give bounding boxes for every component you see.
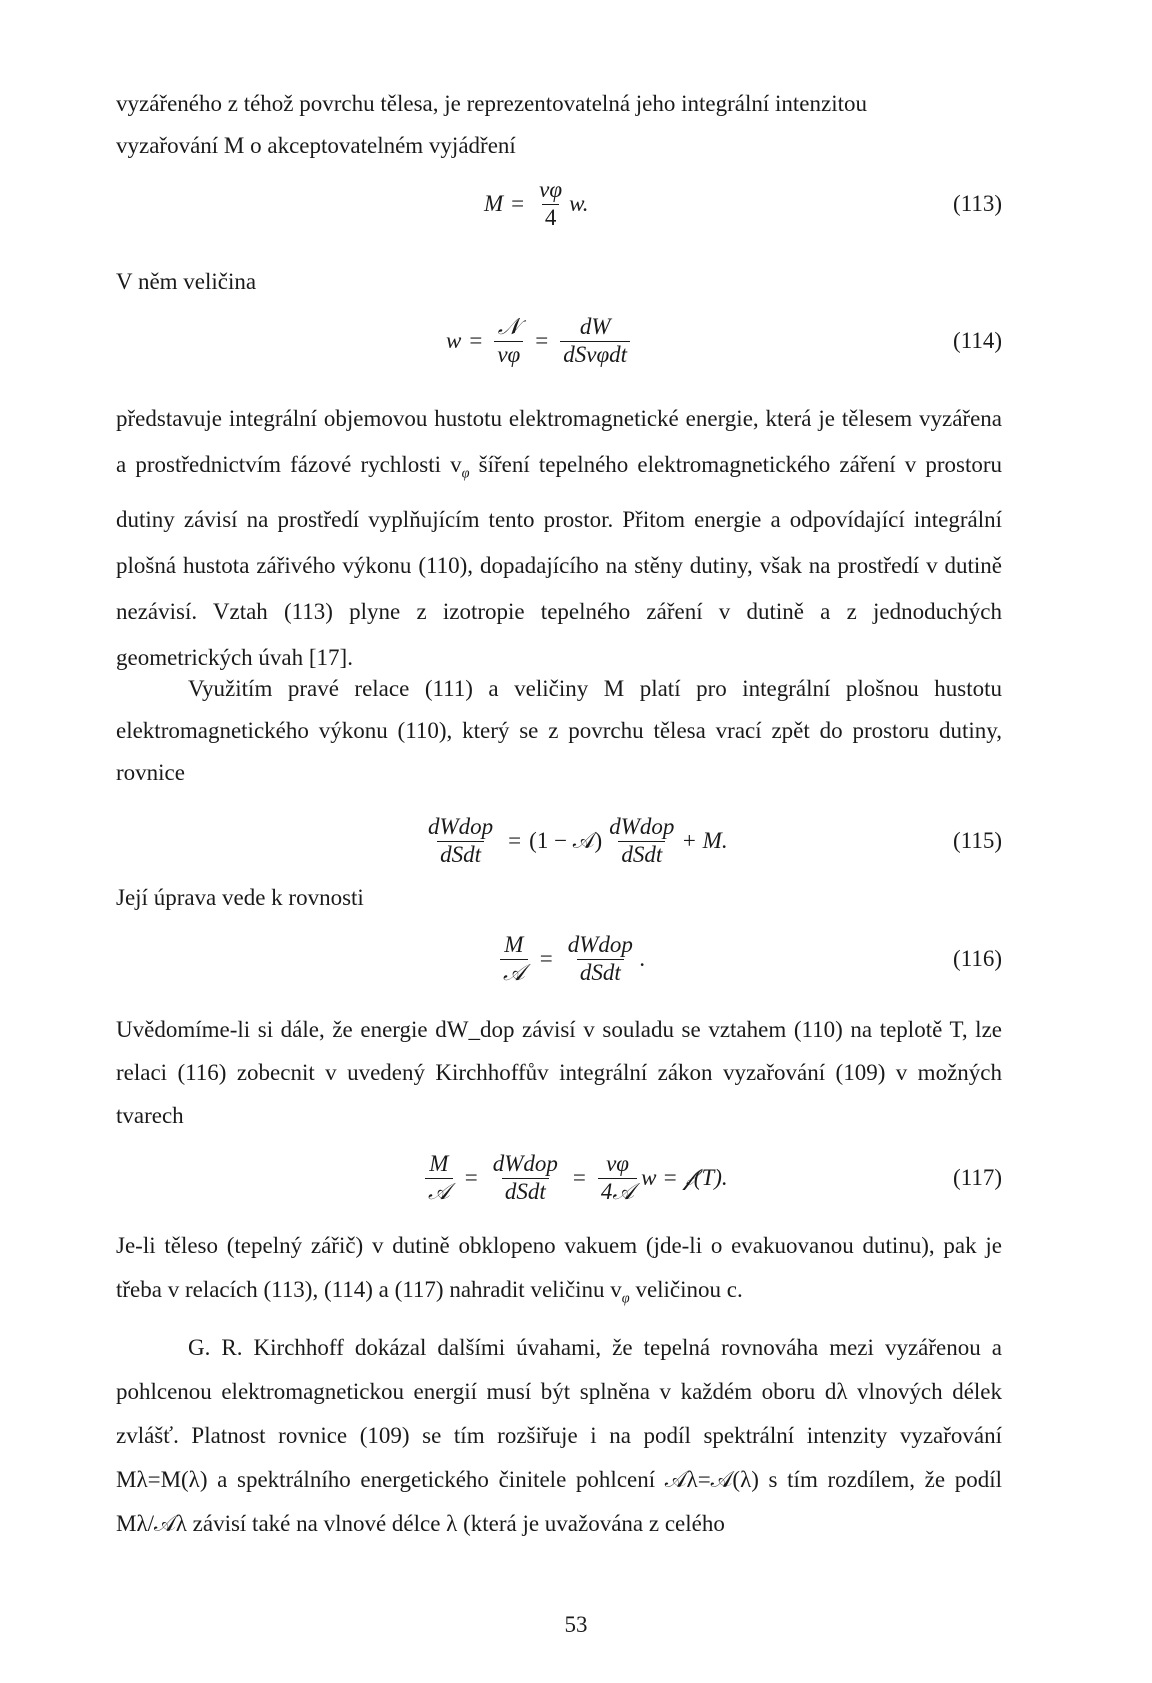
- paragraph-5: Její úprava vede k rovnosti: [116, 885, 364, 910]
- eq116-fraction-2: $\frac{\text{dWdop}}{\text{dSdt}}$: [567, 932, 633, 985]
- eq115-factor: (1 − 𝒜): [529, 828, 603, 853]
- equation-number-117: (117): [953, 1165, 1002, 1190]
- eq115-fraction-1: $\frac{\text{dWdop}}{\text{dSdt}}$: [428, 814, 494, 867]
- eq114-lhs: w: [446, 328, 462, 353]
- equation-114: w = $\frac{\text{𝒩}}{v\varphi}$ = $\frac{dW}{\text{dSvφdt}}$ (114): [446, 314, 1002, 367]
- paragraph-8: G. R. Kirchhoff dokázal dalšími úvahami, že tepelná rovnováha mezi vyzářenou a pohlcenou elektromagnetickou energií musí být splněna v každém oboru dλ vlnových délek zvlášť. Platnost rovnice (109) se tím rozšiřuje i na podíl spektrální intenzity vyzařování Mλ=M(λ) a spektrálního energetického činitele pohlcení 𝒜λ=𝒜(λ) s tím rozdílem, že podíl Mλ/𝒜λ závisí také na vlnové délce λ (která je uvažována z celého: [116, 1335, 1002, 1536]
- equation-113: M = $\frac{v\varphi}{4}$ w. (113): [484, 177, 1002, 230]
- paragraph-6: Uvědomíme-li si dále, že energie dW_dop závisí v souladu se vztahem (110) na teplotě T, lze relaci (116) zobecnit v uvedený Kirchhoffův integrální zákon vyzařování (109) v možných tvarech: [116, 1017, 1002, 1128]
- eq114-fraction-1: $\frac{\text{𝒩}}{v\varphi}$: [494, 314, 523, 368]
- eq115-fraction-2: $\frac{\text{dWdop}}{\text{dSdt}}$: [609, 814, 675, 867]
- paragraph-2: V něm veličina: [116, 269, 257, 294]
- eq113-lhs: M: [484, 191, 504, 216]
- eq113-fraction: $\frac{v\varphi}{4}$: [539, 177, 563, 230]
- eq114-fraction-2: $\frac{dW}{\text{dSvφdt}}$: [560, 314, 630, 368]
- paragraph-7: Je-li těleso (tepelný zářič) v dutině obklopeno vakuem (jde-li o evakuovanou dutinu), pak je třeba v relacích (113), (114) a (117) nahradit veličinu $v_\varphi$ veličinou c.: [116, 1233, 1002, 1307]
- equation-117: $\frac{M}{\text{𝒜}}$ = $\frac{\text{dWdop}}{\text{dSdt}}$ = $\frac{v\varphi}{\text{4𝒜}}$ w = 𝒻(T). (117): [116, 1136, 1002, 1220]
- eq113-tail: w.: [569, 191, 589, 216]
- equation-116: $\frac{M}{\text{𝒜}}$ = $\frac{\text{dWdop}}{\text{dSdt}}$ . (116): [116, 918, 1002, 1000]
- equation-number-116: (116): [953, 946, 1002, 971]
- paragraph-1-line-2: vyzařování M o akceptovatelném vyjádření: [116, 133, 516, 158]
- eq115-tail: + M.: [681, 828, 728, 853]
- eq117-fraction-3: $\frac{v\varphi}{\text{4𝒜}}$: [598, 1151, 637, 1205]
- equation-number-114: (114): [953, 328, 1002, 353]
- equation-115: $\frac{\text{dWdop}}{\text{dSdt}}$ = (1 − 𝒜) $\frac{\text{dWdop}}{\text{dSdt}}$ + M. (115): [116, 800, 1002, 882]
- paragraph-4: Využitím pravé relace (111) a veličiny M platí pro integrální plošnou hustotu elektromagnetického výkonu (110), který se z povrchu tělesa vrací zpět do prostoru dutiny, rovnice: [116, 676, 1002, 785]
- eq117-fraction-2: $\frac{\text{dWdop}}{\text{dSdt}}$: [492, 1151, 558, 1204]
- eq117-fraction-1: $\frac{M}{\text{𝒜}}$: [425, 1151, 453, 1205]
- eq117-tail: w = 𝒻(T).: [641, 1165, 728, 1190]
- equation-number-113: (113): [953, 191, 1002, 216]
- paragraph-3: představuje integrální objemovou hustotu elektromagnetické energie, která je tělesem vyzářena a prostřednictvím fázové rychlosti $v_\varphi$ šíření tepelného elektromagnetického záření v prostoru dutiny závisí na prostředí vyplňujícím tento prostor. Přitom energie a odpovídající integrální plošná hustota zářivého výkonu (110), dopadajícího na stěny dutiny, však na prostředí v dutině nezávisí. Vztah (113) plyne z izotropie tepelného záření v dutině a z jednoduchých geometrických úvah [17].: [116, 406, 1003, 670]
- equation-number-115: (115): [953, 828, 1002, 853]
- paragraph-1-line-1: vyzářeného z téhož povrchu tělesa, je reprezentovatelná jeho integrální intenzitou: [116, 91, 867, 116]
- page-number: 53: [564, 1612, 588, 1637]
- eq116-fraction-1: $\frac{M}{\text{𝒜}}$: [500, 932, 528, 986]
